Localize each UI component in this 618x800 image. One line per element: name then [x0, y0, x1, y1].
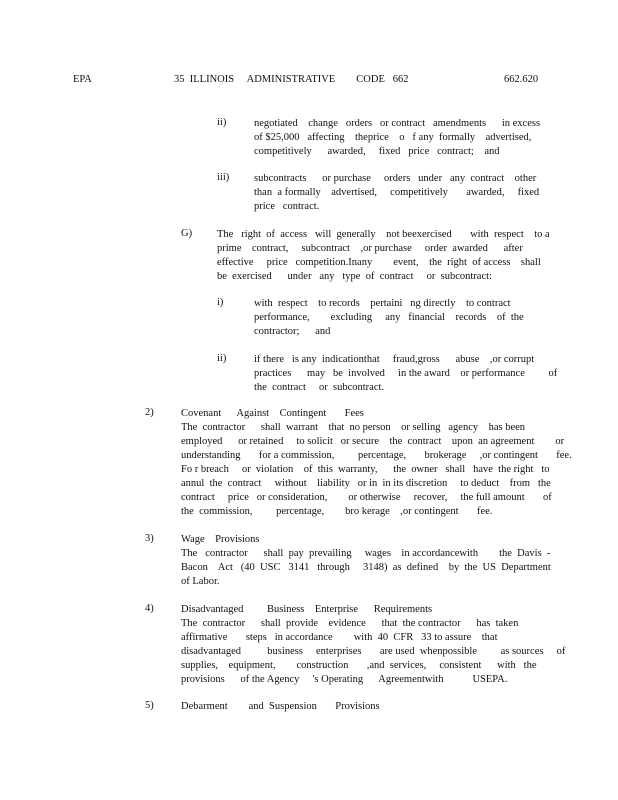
text-line: practices may be involved in the award or performance of — [254, 368, 558, 379]
section-5-text — [181, 700, 380, 714]
item-i-text — [254, 297, 524, 339]
text-line: of $25,000 affecting theprice o f any formally advertised, — [254, 132, 532, 143]
text-line: The contractor shall warrant that no person or selling agency has been — [181, 422, 526, 433]
item-ii-bottom-marker: ii) — [217, 353, 227, 364]
text-line: annul the contract without liability or in in its discretion to deduct from the — [181, 478, 551, 489]
text-line: than a formally advertised, competitively awarded, fixed — [254, 187, 540, 198]
text-line: contract price or consideration, or otherwise recover, the full amount of — [181, 492, 552, 503]
text-line: Covenant Against Contingent Fees — [181, 408, 364, 419]
text-line: provisions of the Agency 's Operating Agreementwith USEPA. — [181, 674, 508, 685]
header-title: 35 ILLINOIS ADMINISTRATIVE CODE 662 — [174, 74, 409, 85]
section-3-text — [181, 533, 551, 589]
text-line: prime contract, subcontract ,or purchase order awarded after — [217, 243, 523, 254]
text-line: Debarment and Suspension Provisions — [181, 701, 380, 712]
text-line: disadvantaged business enterprises are used whenpossible as sources of — [181, 646, 566, 657]
header-section: 662.620 — [504, 74, 539, 85]
text-line: Bacon Act (40 USC 3141 through 3148) as defined by the US Department — [181, 562, 551, 573]
text-line: employed or retained to solicit or secure the contract upon an agreement or — [181, 436, 565, 447]
text-line: Fo r breach or violation of this warranty, the owner shall have the right to — [181, 464, 550, 475]
text-line: the contract or subcontract. — [254, 382, 385, 393]
text-line: Wage Provisions — [181, 534, 260, 545]
item-g-text — [217, 228, 550, 284]
text-line: understanding for a commission, percentage, brokerage ,or contingent fee. — [181, 450, 572, 461]
text-line: The contractor shall provide evidence that the contractor has taken — [181, 618, 519, 629]
text-line: negotiated change orders or contract amendments in excess — [254, 118, 541, 129]
text-line: price contract. — [254, 201, 320, 212]
text-line: contractor; and — [254, 326, 331, 337]
section-2-text — [181, 407, 572, 519]
header-agency: EPA — [73, 74, 92, 85]
item-iii-text — [254, 172, 539, 214]
section-2-marker: 2) — [145, 407, 154, 418]
text-line: competitively awarded, fixed price contract; and — [254, 146, 500, 157]
item-g-marker: G) — [181, 228, 193, 239]
section-4-text — [181, 603, 565, 687]
item-iii-marker: iii) — [217, 172, 230, 183]
text-line: Disadvantaged Business Enterprise Requirements — [181, 604, 433, 615]
text-line: subcontracts or purchase orders under any contract other — [254, 173, 537, 184]
section-5-marker: 5) — [145, 700, 154, 711]
item-ii-bottom-text — [254, 353, 557, 395]
text-line: The contractor shall pay prevailing wages in accordancewith the Davis - — [181, 548, 551, 559]
section-4-marker: 4) — [145, 603, 154, 614]
text-line: effective price competition.Inany event, the right of access shall — [217, 257, 541, 268]
text-line: the commission, percentage, bro kerage ,or contingent fee. — [181, 506, 493, 517]
text-line: The right of access will generally not beexercised with respect to a — [217, 229, 550, 240]
text-line: affirmative steps in accordance with 40 CFR 33 to assure that — [181, 632, 498, 643]
text-line: be exercised under any type of contract or subcontract: — [217, 271, 492, 282]
text-line: with respect to records pertaini ng directly to contract — [254, 298, 511, 309]
item-ii-text — [254, 117, 540, 159]
item-i-marker: i) — [217, 297, 224, 308]
text-line: performance, excluding any financial records of the — [254, 312, 524, 323]
text-line: of Labor. — [181, 576, 220, 587]
text-line: supplies, equipment, construction ,and services, consistent with the — [181, 660, 537, 671]
item-ii-marker: ii) — [217, 117, 227, 128]
section-3-marker: 3) — [145, 533, 154, 544]
text-line: if there is any indicationthat fraud,gross abuse ,or corrupt — [254, 354, 535, 365]
